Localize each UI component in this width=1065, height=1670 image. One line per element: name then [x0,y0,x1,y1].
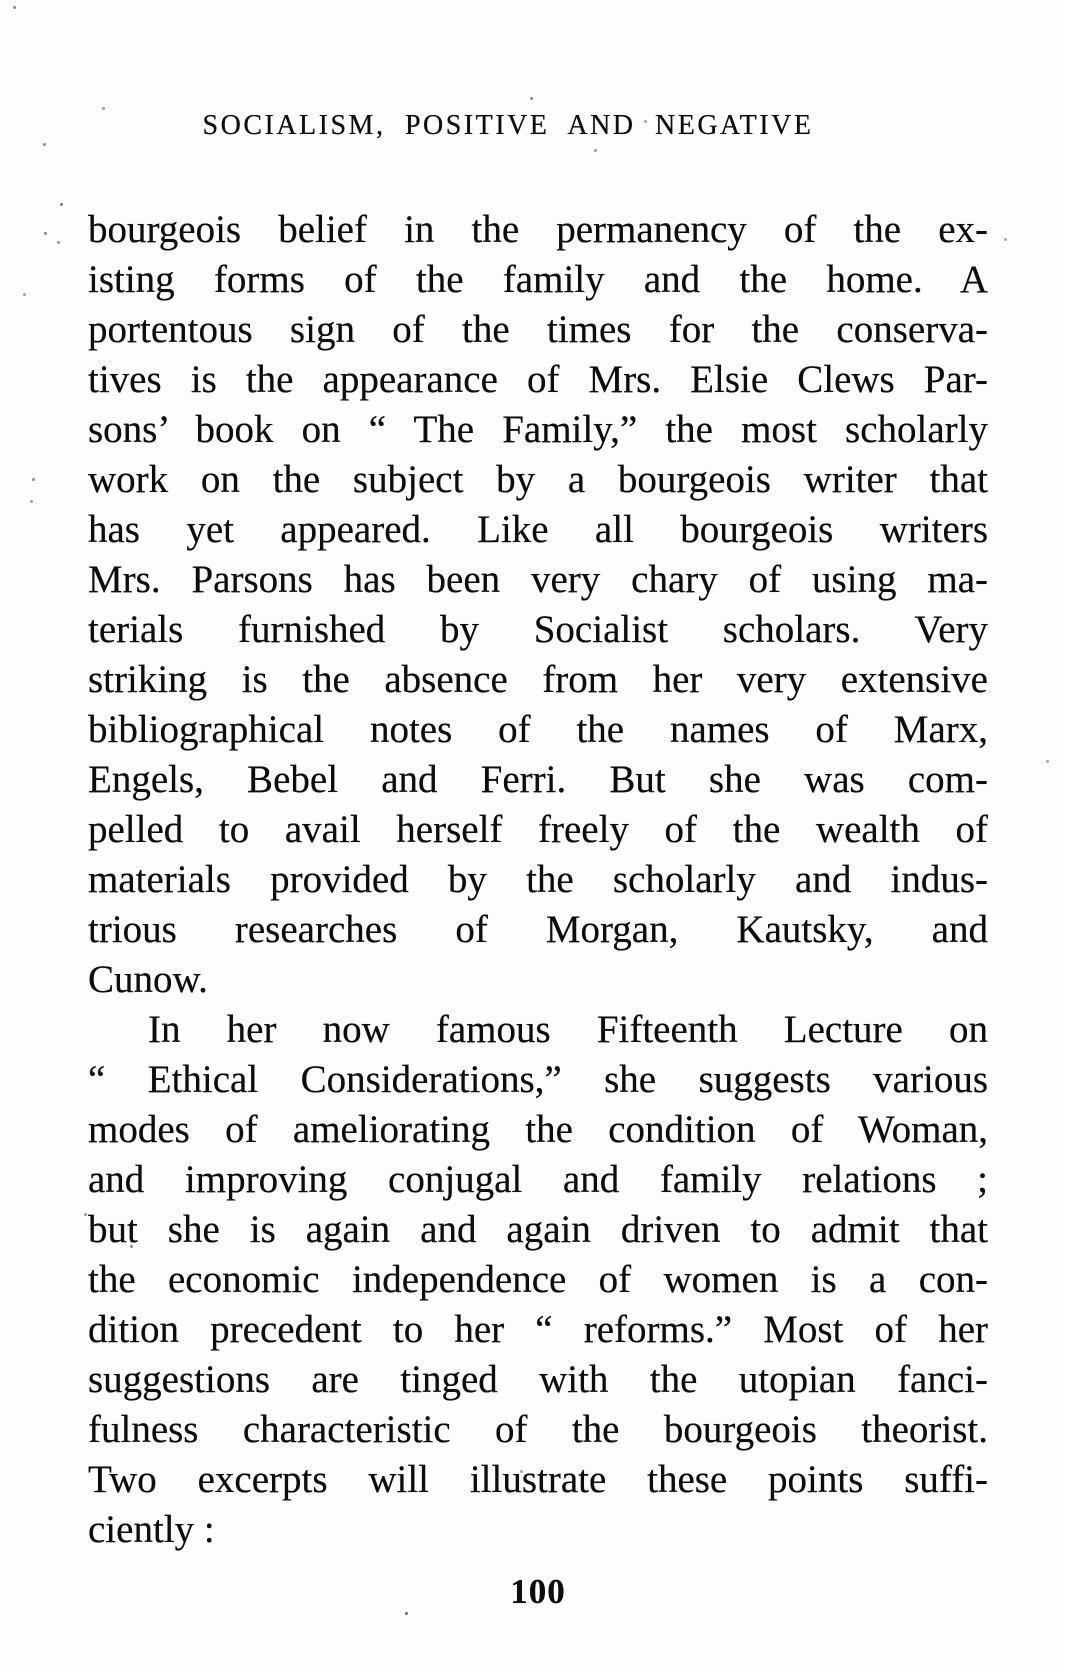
text-line: Engels, Bebel and Ferri. But she was com- [88,758,988,801]
text-line: bourgeois belief in the permanency of the ex- [88,208,988,251]
text-line: bibliographical notes of the names of Marx, [88,708,988,751]
text-line: pelled to avail herself freely of the wealth of [88,808,988,851]
text-line: In her now famous Fifteenth Lecture on [148,1008,988,1051]
scan-speckles [13,6,16,9]
text-line: trious researches of Morgan, Kautsky, and [88,908,988,951]
text-line: terials furnished by Socialist scholars. Very [88,608,988,651]
text-line: portentous sign of the times for the conserva- [88,308,988,351]
text-line: Two excerpts will illustrate these points suffi- [88,1458,988,1501]
text-line: isting forms of the family and the home. A [88,258,988,301]
text-line: work on the subject by a bourgeois writer that [88,458,988,501]
text-line: dition precedent to her “ reforms.” Most of her [88,1308,988,1351]
running-header: SOCIALISM, POSITIVE AND NEGATIVE [202,110,814,141]
page-number: 100 [510,1572,566,1611]
text-line: but she is again and again driven to admit that [88,1208,988,1251]
text-line: fulness characteristic of the bourgeois theorist. [88,1408,988,1451]
text-line: materials provided by the scholarly and indus- [88,858,988,901]
text-line: ciently : [88,1508,215,1551]
text-line: the economic independence of women is a con- [88,1258,988,1301]
text-line: has yet appeared. Like all bourgeois writers [88,508,988,551]
page-body [88,205,988,1555]
text-line: and improving conjugal and family relations ; [88,1158,988,1201]
text-line: modes of ameliorating the condition of Woman, [88,1108,988,1151]
text-line: striking is the absence from her very extensive [88,658,988,701]
text-line: tives is the appearance of Mrs. Elsie Clews Par- [88,358,988,401]
text-line: “ Ethical Considerations,” she suggests various [88,1058,988,1101]
text-line: sons’ book on “ The Family,” the most scholarly [88,408,988,451]
text-line: suggestions are tinged with the utopian fanci- [88,1358,988,1401]
text-line: Cunow. [88,958,208,1001]
paragraph [88,1005,988,1555]
paragraph [88,205,988,1005]
text-line: Mrs. Parsons has been very chary of using ma- [88,558,988,601]
